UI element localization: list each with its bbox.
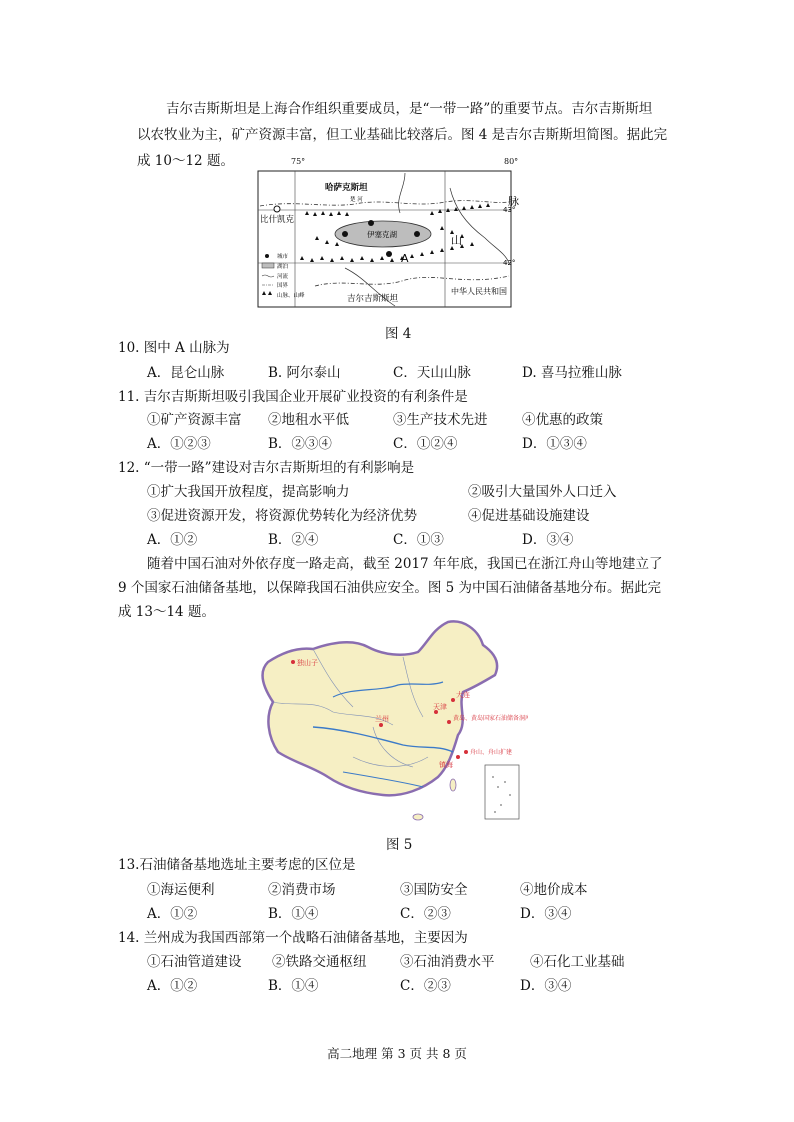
- legend-border: 国界: [277, 283, 289, 289]
- page-footer: 高二地理 第 3 页 共 8 页: [327, 1046, 467, 1061]
- q13-option-d: D．③④: [520, 906, 572, 922]
- q11-option-d: D．①③④: [522, 436, 587, 452]
- label-zhoushan: 舟山、舟山扩建: [470, 749, 513, 756]
- china-label: 中华人民共和国: [451, 287, 507, 296]
- china-oil-reserve-map: [253, 617, 528, 827]
- mai-label: 脉: [508, 195, 519, 208]
- kyrgyzstan-label: 吉尔吉斯斯坦: [347, 294, 399, 304]
- q11-stem: 11. 吉尔吉斯斯坦吸引我国企业开展矿业投资的有利条件是: [118, 389, 468, 405]
- q14-item-1: ①石油管道建设: [147, 954, 242, 970]
- figure5-caption: 图 5: [386, 837, 413, 853]
- q13-item-2: ②消费市场: [268, 882, 336, 898]
- q14-option-c: C．②③: [400, 978, 451, 994]
- label-dushanzi: 独山子: [297, 659, 318, 667]
- q11-item-1: ①矿产资源丰富: [147, 412, 242, 428]
- q14-item-4: ④石化工业基础: [530, 954, 625, 970]
- q11-option-b: B．②③④: [268, 436, 332, 452]
- a-label: A: [401, 252, 409, 265]
- lon-80: 80°: [504, 157, 519, 166]
- q14-stem: 14. 兰州成为我国西部第一个战略石油储备基地，主要因为: [118, 930, 468, 946]
- chu-river-label: 楚 河: [350, 197, 363, 203]
- label-tianjin: 天津: [433, 703, 447, 711]
- q14-item-3: ③石油消费水平: [400, 954, 495, 970]
- label-lanzhou: 兰州: [375, 715, 389, 723]
- lat-43-label: 43°: [503, 206, 516, 214]
- label-zhenhai: 镇海: [439, 761, 453, 769]
- legend-river: 河流: [277, 274, 289, 280]
- intro1-line1: 吉尔吉斯斯坦是上海合作组织重要成员，是“一带一路”的重要节点。吉尔吉斯斯坦: [166, 101, 653, 117]
- q12-item-1: ①扩大我国开放程度，提高影响力: [147, 484, 350, 500]
- q12-item-2: ②吸引大量国外人口迁入: [468, 484, 617, 500]
- figure4-caption: 图 4: [385, 326, 412, 342]
- legend-lake: 湖泊: [277, 264, 289, 270]
- q13-option-c: C．②③: [400, 906, 451, 922]
- q11-option-a: A．①②③: [147, 436, 211, 452]
- intro1-line2: 以农牧业为主，矿产资源丰富，但工业基础比较落后。图 4 是吉尔吉斯斯坦简图。据此完: [137, 127, 668, 143]
- bishkek-label: 比什凯克: [260, 215, 295, 225]
- q11-item-2: ②地租水平低: [268, 412, 349, 428]
- q14-option-b: B．①④: [268, 978, 319, 994]
- q13-item-3: ③国防安全: [400, 882, 468, 898]
- intro2-line3: 成 13～14 题。: [118, 604, 215, 620]
- q12-item-3: ③促进资源开发，将资源优势转化为经济优势: [147, 508, 417, 524]
- q13-option-a: A．①②: [147, 906, 198, 922]
- q12-option-b: B．②④: [268, 532, 319, 548]
- q12-stem: 12. “一带一路”建设对吉尔吉斯斯坦的有利影响是: [118, 460, 415, 476]
- q12-option-d: D．③④: [522, 532, 574, 548]
- q10-option-c: C．天山山脉: [393, 365, 471, 381]
- q12-option-a: A．①②: [147, 532, 198, 548]
- q13-option-b: B．①④: [268, 906, 319, 922]
- q12-item-4: ④促进基础设施建设: [468, 508, 590, 524]
- q14-option-a: A．①②: [147, 978, 198, 994]
- lon-75: 75°: [291, 157, 306, 166]
- q14-item-2: ②铁路交通枢纽: [272, 954, 367, 970]
- q11-item-3: ③生产技术先进: [393, 412, 488, 428]
- label-huangdao: 黄岛、黄岛国家石油储备洞库: [453, 715, 528, 722]
- label-dalian: 大连: [456, 691, 470, 699]
- mountain-label: 山: [451, 234, 462, 247]
- lake-label: 伊塞克湖: [367, 230, 397, 239]
- intro2-line1: 随着中国石油对外依存度一路走高，截至 2017 年年底，我国已在浙江舟山等地建立了: [147, 556, 663, 572]
- intro2-line2: 9 个国家石油储备基地，以保障我国石油供应安全。图 5 为中国石油储备基地分布。据此完: [118, 580, 662, 596]
- q11-option-c: C．①②④: [393, 436, 458, 452]
- intro1-line3: 成 10～12 题。: [137, 153, 234, 169]
- q10-option-b: B. 阿尔泰山: [268, 365, 341, 381]
- q14-option-d: D．③④: [520, 978, 572, 994]
- q10-stem: 10. 图中 A 山脉为: [118, 340, 230, 356]
- q12-option-c: C．①③: [393, 532, 444, 548]
- legend-mountain: 山脉、山峰: [277, 293, 305, 299]
- kyrgyzstan-map: [255, 168, 525, 310]
- q11-item-4: ④优惠的政策: [522, 412, 603, 428]
- q13-item-4: ④地价成本: [520, 882, 588, 898]
- lat-42-label: 42°: [503, 259, 516, 267]
- lon-75-label: [289, 168, 301, 169]
- q10-option-a: A．昆仑山脉: [147, 365, 225, 381]
- legend-city: 城市: [277, 254, 289, 260]
- q13-item-1: ①海运便利: [147, 882, 215, 898]
- q13-stem: 13.石油储备基地选址主要考虑的区位是: [118, 857, 356, 873]
- q10-option-d: D. 喜马拉雅山脉: [522, 365, 622, 381]
- kazakhstan-label: 哈萨克斯坦: [325, 183, 368, 193]
